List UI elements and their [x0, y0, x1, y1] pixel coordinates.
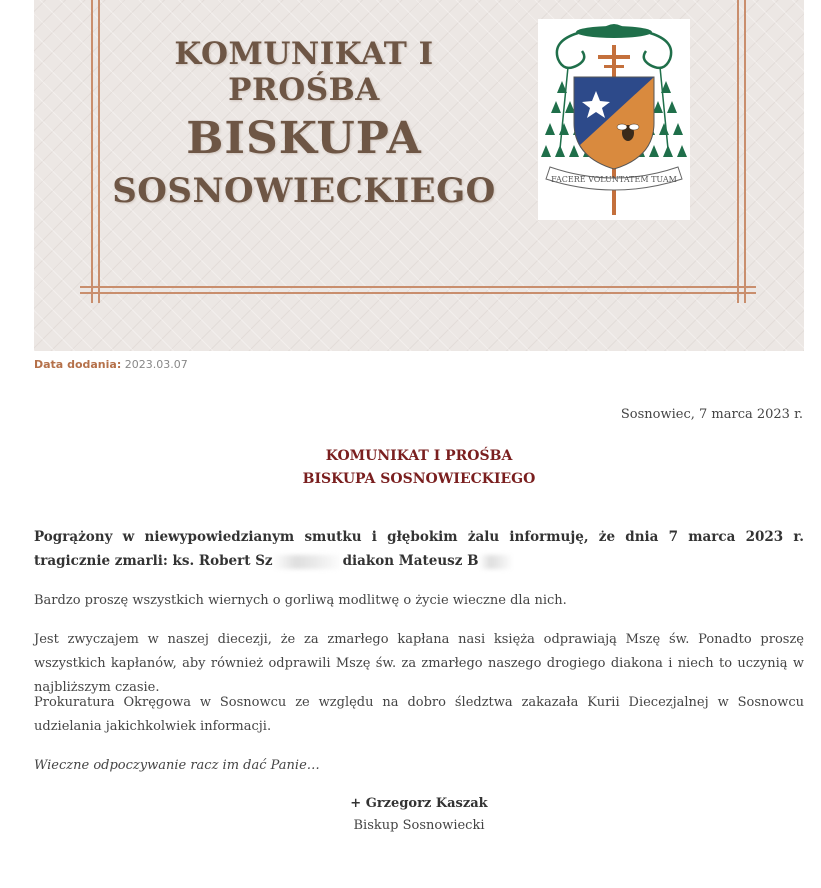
date-added-label: Data dodania: — [34, 358, 122, 371]
frame-line — [91, 0, 93, 303]
signature — [34, 793, 804, 837]
place-date: Sosnowiec, 7 marca 2023 r. — [620, 407, 803, 422]
header-banner — [34, 0, 804, 351]
letter-heading-line2: BISKUPA SOSNOWIECKIEGO — [302, 471, 536, 487]
frame-line — [80, 292, 756, 294]
paragraph-announcement — [34, 525, 804, 573]
announcement-deacon: diakon Mateusz B — [342, 553, 479, 569]
date-added-value: 2023.03.07 — [124, 358, 188, 371]
letter-heading — [34, 445, 804, 491]
announcement-text: Pogrążony w niewypowiedzianym smutku i głębokim żalu informuję, że dnia 7 marca 2023 r. tragicznie zmarli: ks. Robert Sz — [34, 529, 804, 569]
coat-of-arms-image — [538, 19, 690, 220]
motto-text: FACERE VOLUNTATEM TUAM — [551, 175, 677, 184]
paragraph-mass: Jest zwyczajem w naszej diecezji, że za zmarłego kapłana nasi księża odprawiają Mszę św. Ponadto proszę wszystkich kapłanów, aby również odprawili Mszę św. za zmarłego naszego drogiego diakona i niech to uczynią w najbliższym czasie. — [34, 632, 804, 695]
frame-line — [98, 0, 100, 303]
banner-title-line1: KOMUNIKAT I PROŚBA — [174, 36, 434, 108]
banner-title — [104, 36, 504, 214]
date-added — [34, 358, 188, 371]
paragraph-prayer: Wieczne odpoczywanie racz im dać Panie… — [34, 758, 320, 773]
banner-title-line2: BISKUPA — [186, 113, 422, 164]
paragraph-prayer-request: Bardzo proszę wszystkich wiernych o gorliwą modlitwę o życie wieczne dla nich. — [34, 593, 567, 608]
signature-name: + Grzegorz Kaszak — [350, 796, 488, 811]
frame-line — [744, 0, 746, 303]
letter-heading-line1: KOMUNIKAT I PROŚBA — [325, 448, 513, 464]
frame-line — [80, 286, 756, 288]
frame-line — [737, 0, 739, 303]
redacted-name — [479, 555, 513, 569]
signature-role: Biskup Sosnowiecki — [353, 818, 485, 833]
paragraph-prosecutor: Prokuratura Okręgowa w Sosnowcu ze względu na dobro śledztwa zakazała Kurii Diecezjalnej w Sosnowcu udzielania jakichkolwiek informacji. — [34, 695, 804, 734]
banner-title-line3: SOSNOWIECKIEGO — [112, 171, 496, 211]
redacted-name — [273, 555, 343, 569]
